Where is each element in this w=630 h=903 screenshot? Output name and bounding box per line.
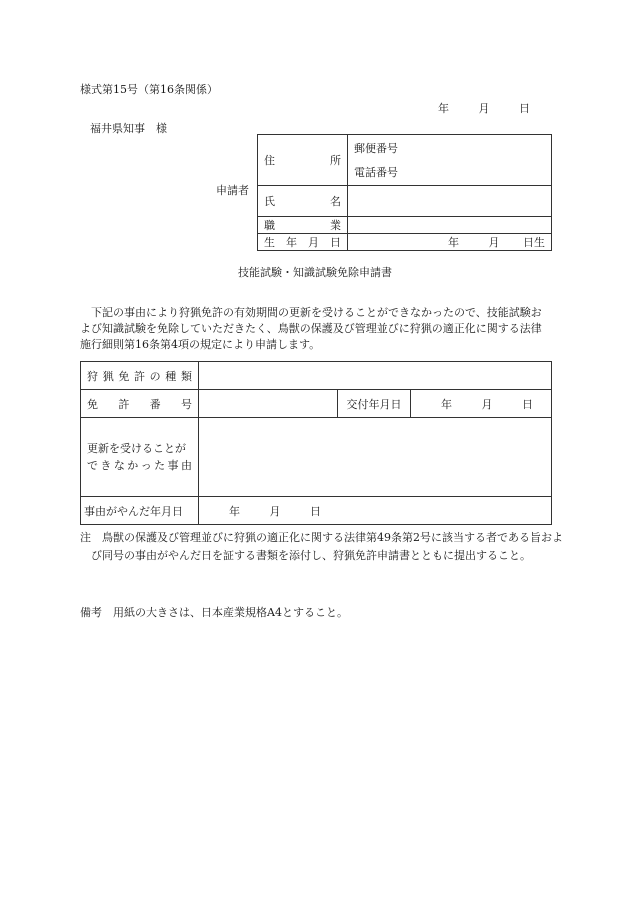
- birth-label-char: 日: [330, 236, 341, 249]
- reason-char: 由: [180, 459, 192, 472]
- license-type-char: 許: [133, 369, 145, 383]
- reason-char: っ: [140, 459, 152, 472]
- reason-char: で: [87, 459, 98, 472]
- birth-day: 日生: [523, 236, 545, 249]
- birth-label-char: 年: [286, 236, 297, 249]
- name-label-char: 氏: [264, 195, 275, 208]
- job-label-cell: [258, 217, 348, 234]
- license-table: [80, 361, 552, 525]
- date-line: [438, 100, 530, 116]
- reason-label-cell: [81, 418, 199, 497]
- applicant-table: [257, 134, 552, 251]
- name-label-cell: [258, 186, 348, 217]
- job-label-char: 業: [330, 219, 341, 232]
- license-type-label-cell: [81, 362, 199, 390]
- form-label: 様式第15号（第16条関係）: [80, 83, 218, 96]
- license-type-char: 免: [118, 369, 130, 383]
- issue-month: 月: [481, 397, 493, 411]
- license-type-char: の: [149, 369, 161, 383]
- license-type-char: 種: [165, 369, 177, 383]
- resolved-year: 年: [229, 504, 240, 518]
- resolved-date-value-cell[interactable]: [199, 497, 552, 525]
- date-day: 日: [519, 102, 530, 115]
- body-text: 下記の事由により狩猟免許の有効期間の更新を受けることができなかったので、技能試験および知識試験を免除していただきたく、鳥獣の保護及び管理並びに狩猟の適正化に関する法律施行細則第16条第4項の規定により申請します。: [80, 306, 542, 351]
- postal-code-label: 郵便番号: [354, 142, 398, 155]
- address-label-char: 所: [330, 154, 341, 167]
- remark-text: 備考 用紙の大きさは、日本産業規格A4とすること。: [80, 606, 348, 619]
- birth-month: 月: [488, 236, 500, 249]
- birth-label-char: 月: [308, 236, 319, 249]
- address-value-cell[interactable]: [348, 135, 552, 186]
- birth-value-cell[interactable]: [348, 234, 552, 251]
- reason-char: な: [113, 459, 125, 472]
- name-value-cell[interactable]: [348, 186, 552, 217]
- reason-value-cell[interactable]: [199, 418, 552, 497]
- document-title: 技能試験・知識試験免除申請書: [238, 266, 392, 279]
- birth-label-char: 生: [264, 236, 275, 249]
- reason-char: き: [100, 459, 112, 472]
- address-label-char: 住: [264, 154, 275, 167]
- date-month: 月: [478, 102, 490, 115]
- license-number-label-cell: [81, 390, 199, 418]
- issue-day: 日: [522, 397, 533, 411]
- reason-char: た: [154, 459, 166, 472]
- reason-char: か: [127, 459, 139, 472]
- license-number-char: 許: [118, 397, 130, 411]
- reason-label-line2: [87, 457, 192, 474]
- license-type-char: 類: [180, 369, 192, 383]
- addressee: 福井県知事 様: [90, 122, 167, 135]
- resolved-date-label-cell: 事由がやんだ年月日: [81, 497, 199, 525]
- note-text: 注 鳥獣の保護及び管理並びに狩猟の適正化に関する法律第49条第2号に該当する者である旨および同号の事由がやんだ日を証する書類を添付し、狩猟免許申請書とともに提出すること。: [80, 531, 563, 562]
- license-type-char: 猟: [102, 369, 114, 383]
- issue-date-value-cell[interactable]: [411, 390, 552, 418]
- license-type-value-cell[interactable]: [199, 362, 552, 390]
- issue-date-label-cell: 交付年月日: [338, 390, 411, 418]
- license-number-char: 番: [149, 397, 161, 411]
- phone-number-label: 電話番号: [354, 166, 398, 179]
- date-year: 年: [438, 102, 449, 115]
- job-value-cell[interactable]: [348, 217, 552, 234]
- reason-char: 事: [167, 459, 179, 472]
- issue-year: 年: [441, 397, 452, 411]
- resolved-day: 日: [310, 504, 321, 518]
- applicant-label: 申請者: [216, 184, 249, 197]
- reason-label-line1: 更新を受けることが: [87, 442, 186, 455]
- birth-label-cell: [258, 234, 348, 251]
- license-number-char: 号: [180, 397, 192, 411]
- birth-year: 年: [448, 236, 459, 249]
- license-number-value-cell[interactable]: [199, 390, 338, 418]
- license-number-char: 免: [87, 397, 98, 411]
- address-label-cell: [258, 135, 348, 186]
- name-label-char: 名: [330, 195, 341, 208]
- resolved-month: 月: [269, 504, 281, 518]
- license-type-char: 狩: [87, 369, 98, 383]
- job-label-char: 職: [264, 219, 275, 232]
